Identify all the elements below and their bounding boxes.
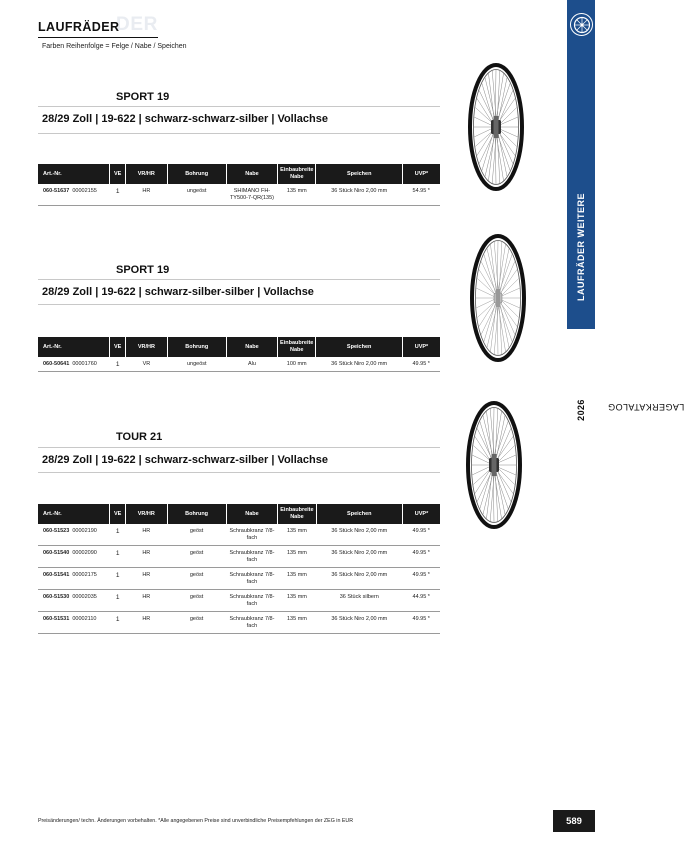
col-breite: Einbaubreite Nabe: [278, 337, 316, 357]
model-name: SPORT 19: [116, 264, 170, 276]
col-uvp: UVP*: [402, 337, 440, 357]
col-art: Art.-Nr.: [38, 337, 110, 357]
product-table: [38, 164, 440, 206]
col-breite: Einbaubreite Nabe: [278, 164, 316, 184]
side-catalog-label: [567, 340, 684, 480]
spec-line: 28/29 Zoll | 19-622 | schwarz-schwarz-silber | Vollachse: [42, 113, 328, 125]
spec-line: 28/29 Zoll | 19-622 | schwarz-schwarz-silber | Vollachse: [42, 454, 328, 466]
col-nabe: Nabe: [226, 164, 277, 184]
catalog-label: LAGERKATALOG: [607, 401, 684, 412]
page-title: LAUFRÄDER: [38, 20, 120, 34]
col-uvp: UVP*: [402, 504, 440, 524]
table-row: 060-51637 00002155 1 HR ungeöst SHIMANO FH-TY500-7-QR(135) 135 mm 36 Stück Niro 2,00 mm 54.95 *: [38, 184, 440, 206]
col-breite: Einbaubreite Nabe: [278, 504, 316, 524]
spec-line: 28/29 Zoll | 19-622 | schwarz-silber-silber | Vollachse: [42, 286, 314, 298]
col-speichen: Speichen: [316, 337, 403, 357]
table-row: 060-51530 00002035 1 HR geöst Schraubkranz 7/8-fach 135 mm 36 Stück silbern 44.95 *: [38, 590, 440, 612]
wheel-image-3: [466, 400, 522, 530]
col-ve: VE: [110, 337, 126, 357]
catalog-year: 2026: [576, 399, 586, 421]
table-row: 060-50641 00001760 1 VR ungeöst Alu 100 mm 36 Stück Niro 2,00 mm 49.95 *: [38, 357, 440, 372]
col-art: Art.-Nr.: [38, 504, 110, 524]
table-row: 060-51531 00002110 1 HR geöst Schraubkranz 7/8-fach 135 mm 36 Stück Niro 2,00 mm 49.95 *: [38, 612, 440, 634]
col-bohrung: Bohrung: [167, 504, 226, 524]
page-subtitle: Farben Reihenfolge = Felge / Nabe / Speichen: [42, 43, 187, 50]
wheel-image-1: [468, 62, 524, 192]
col-speichen: Speichen: [316, 504, 402, 524]
col-art: Art.-Nr.: [38, 164, 110, 184]
side-tab: [567, 0, 684, 842]
col-ve: VE: [110, 164, 126, 184]
product-table: [38, 337, 440, 372]
col-speichen: Speichen: [316, 164, 402, 184]
wheel-logo-icon: [570, 13, 593, 36]
table-row: 060-51523 00002190 1 HR geöst Schraubkranz 7/8-fach 135 mm 36 Stück Niro 2,00 mm 49.95 *: [38, 524, 440, 546]
title-underline: [38, 37, 158, 38]
col-uvp: UVP*: [402, 164, 440, 184]
col-vrhr: VR/HR: [126, 504, 167, 524]
product-table: [38, 504, 440, 634]
model-name: SPORT 19: [116, 91, 170, 103]
header-ghost-text: DER: [116, 14, 158, 35]
model-name: TOUR 21: [116, 431, 163, 443]
col-nabe: Nabe: [226, 337, 277, 357]
table-row: 060-51540 00002090 1 HR geöst Schraubkranz 7/8-fach 135 mm 36 Stück Niro 2,00 mm 49.95 *: [38, 546, 440, 568]
col-bohrung: Bohrung: [167, 337, 226, 357]
footer-note: Preisänderungen/ techn. Änderungen vorbehalten. *Alle angegebenen Preise sind unverbindliche Preisempfehlungen der ZEG in EUR: [38, 818, 354, 824]
wheel-image-2: [470, 233, 526, 363]
col-ve: VE: [110, 504, 126, 524]
col-vrhr: VR/HR: [126, 337, 168, 357]
table-row: 060-51541 00002175 1 HR geöst Schraubkranz 7/8-fach 135 mm 36 Stück Niro 2,00 mm 49.95 *: [38, 568, 440, 590]
page-number: 589: [553, 810, 595, 832]
col-nabe: Nabe: [226, 504, 278, 524]
col-bohrung: Bohrung: [167, 164, 226, 184]
col-vrhr: VR/HR: [126, 164, 167, 184]
side-section-label: LAUFRÄDER WEITERE: [576, 193, 586, 301]
